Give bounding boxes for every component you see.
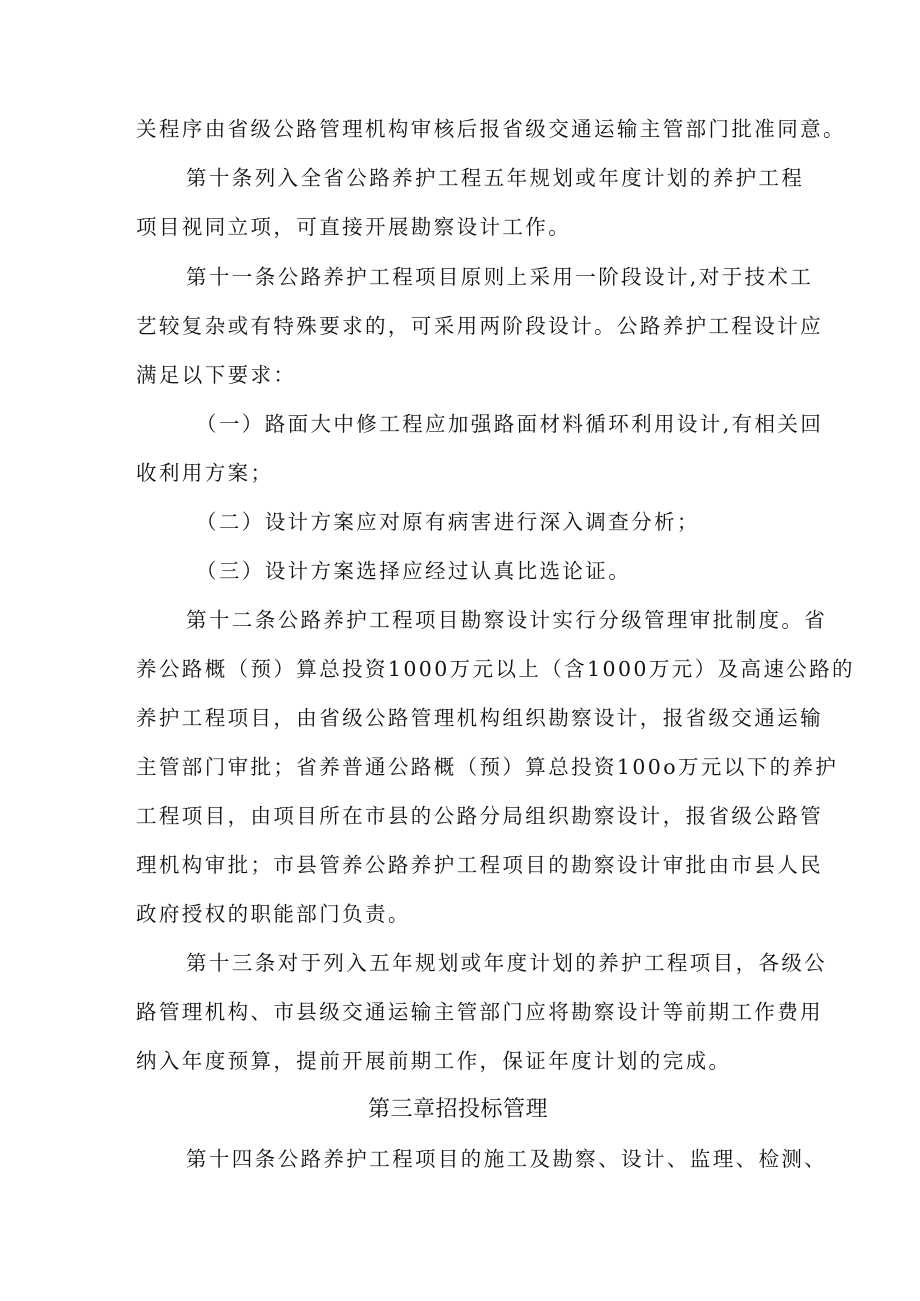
article-11-line-2: 艺较复杂或有特殊要求的，可采用两阶段设计。公路养护工程设计应 xyxy=(136,314,823,338)
article-12-line-6: 理机构审批；市县管养公路养护工程项目的勘察设计审批由市县人民 xyxy=(136,853,823,877)
article-12-line-2: 养公路概（预）算总投资1000万元以上（含1000万元）及高速公路的 xyxy=(136,657,855,681)
article-10-line-1: 第十条列入全省公路养护工程五年规划或年度计划的养护工程 xyxy=(186,166,805,190)
article-10-line-2: 项目视同立项，可直接开展勘察设计工作。 xyxy=(136,215,572,239)
article-11-line-3: 满足以下要求： xyxy=(136,363,297,387)
article-12-line-4: 主管部门审批；省养普通公路概（预）算总投资100o万元以下的养护 xyxy=(136,755,839,779)
article-12-line-7: 政府授权的职能部门负责。 xyxy=(136,902,411,926)
text-line-1: 关程序由省级公路管理机构审核后报省级交通运输主管部门批准同意。 xyxy=(136,117,846,141)
article-12-line-1: 第十二条公路养护工程项目勘察设计实行分级管理审批制度。省 xyxy=(186,608,828,632)
chapter-heading: 第三章招投标管理 xyxy=(368,1097,549,1122)
item-3: （三）设计方案选择应经过认真比选论证。 xyxy=(196,559,632,583)
item-1-line-2: 收利用方案； xyxy=(136,461,274,485)
article-13-line-1: 第十三条对于列入五年规划或年度计划的养护工程项目，各级公 xyxy=(186,951,828,975)
article-12-line-5: 工程项目，由项目所在市县的公路分局组织勘察设计，报省级公路管 xyxy=(136,804,823,828)
article-14-line-1: 第十四条公路养护工程项目的施工及勘察、设计、监理、检测、 xyxy=(186,1147,828,1171)
article-13-line-2: 路管理机构、市县级交通运输主管部门应将勘察设计等前期工作费用 xyxy=(136,1000,823,1024)
item-2: （二）设计方案应对原有病害进行深入调查分析； xyxy=(196,510,700,534)
article-11-line-1: 第十一条公路养护工程项目原则上采用一阶段设计,对于技术工 xyxy=(186,265,814,289)
article-12-line-3: 养护工程项目，由省级公路管理机构组织勘察设计，报省级交通运输 xyxy=(136,706,823,730)
article-13-line-3: 纳入年度预算，提前开展前期工作，保证年度计划的完成。 xyxy=(136,1049,732,1073)
item-1-line-1: （一）路面大中修工程应加强路面材料循环利用设计,有相关回 xyxy=(196,412,824,436)
